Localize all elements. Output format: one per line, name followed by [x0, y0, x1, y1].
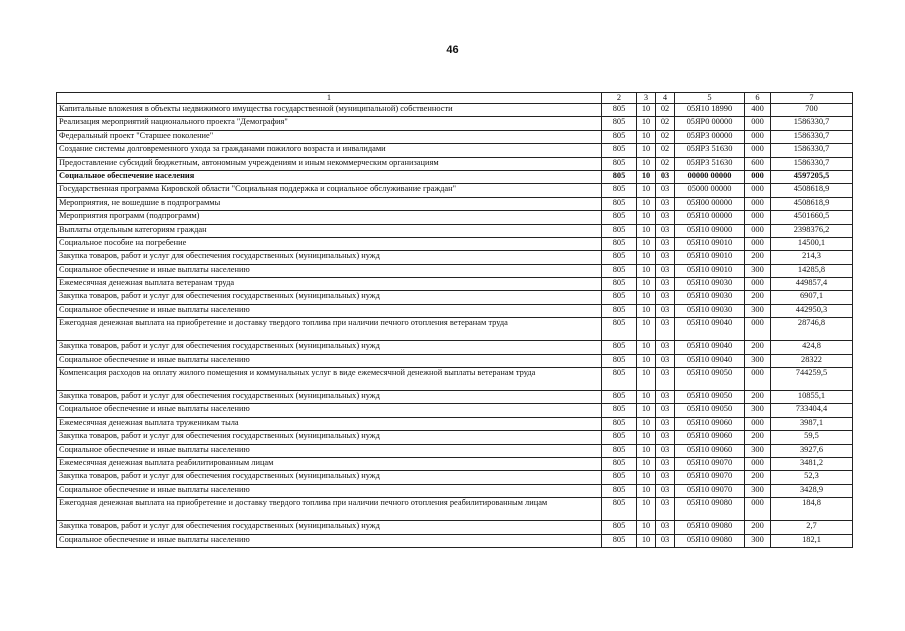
table-row [57, 341, 853, 354]
row-target-article-cell: 05Я10 09060 [675, 444, 745, 457]
table-row [57, 237, 853, 250]
table-row [57, 457, 853, 470]
table-row [57, 484, 853, 497]
row-amount-cell: 700 [771, 104, 853, 117]
row-amount-cell: 442950,3 [771, 304, 853, 317]
row-ministry-code-cell: 805 [602, 444, 637, 457]
row-ministry-code-cell: 805 [602, 417, 637, 430]
row-target-article-cell: 05Я10 09060 [675, 431, 745, 444]
row-ministry-code-cell: 805 [602, 391, 637, 404]
row-subsection-cell: 03 [656, 211, 675, 224]
row-subsection-cell: 03 [656, 431, 675, 444]
row-expense-type-cell: 000 [745, 130, 771, 143]
row-target-article-cell: 05Я10 09000 [675, 224, 745, 237]
row-expense-type-cell: 200 [745, 521, 771, 534]
row-subsection-cell: 03 [656, 278, 675, 291]
row-amount-cell: 733404,4 [771, 404, 853, 417]
row-amount-cell: 6907,1 [771, 291, 853, 304]
row-expense-type-cell: 600 [745, 157, 771, 170]
row-target-article-cell: 05Я10 09080 [675, 521, 745, 534]
row-expense-type-cell: 200 [745, 291, 771, 304]
row-subsection-cell: 03 [656, 184, 675, 197]
row-subsection-cell: 03 [656, 224, 675, 237]
table-row [57, 354, 853, 367]
row-name-cell: Федеральный проект "Старшее поколение" [57, 130, 602, 143]
row-expense-type-cell: 300 [745, 304, 771, 317]
row-ministry-code-cell: 805 [602, 431, 637, 444]
table-body [57, 104, 853, 548]
row-expense-type-cell: 000 [745, 318, 771, 341]
row-ministry-code-cell: 805 [602, 278, 637, 291]
row-name-cell: Выплаты отдельным категориям граждан [57, 224, 602, 237]
row-expense-type-cell: 200 [745, 341, 771, 354]
row-target-article-cell: 05Я10 09080 [675, 498, 745, 521]
row-name-cell: Ежемесячная денежная выплата труженикам тыла [57, 417, 602, 430]
row-target-article-cell: 05Я10 09030 [675, 291, 745, 304]
row-subsection-cell: 02 [656, 130, 675, 143]
row-amount-cell: 449857,4 [771, 278, 853, 291]
row-expense-type-cell: 300 [745, 404, 771, 417]
row-section-cell: 10 [637, 251, 656, 264]
row-subsection-cell: 03 [656, 417, 675, 430]
table-row [57, 104, 853, 117]
row-name-cell: Социальное обеспечение и иные выплаты населению [57, 444, 602, 457]
row-target-article-cell: 05Я10 09040 [675, 341, 745, 354]
row-amount-cell: 1586330,7 [771, 117, 853, 130]
row-target-article-cell: 05Я10 09030 [675, 278, 745, 291]
table-row [57, 130, 853, 143]
row-subsection-cell: 03 [656, 304, 675, 317]
row-target-article-cell: 05Я10 09010 [675, 264, 745, 277]
table-row [57, 251, 853, 264]
row-subsection-cell: 03 [656, 264, 675, 277]
row-subsection-cell: 03 [656, 534, 675, 547]
table-row [57, 197, 853, 210]
row-section-cell: 10 [637, 318, 656, 341]
column-header-6: 6 [745, 93, 771, 104]
row-target-article-cell: 05Я10 09070 [675, 484, 745, 497]
row-expense-type-cell: 200 [745, 251, 771, 264]
row-section-cell: 10 [637, 104, 656, 117]
row-name-cell: Закупка товаров, работ и услуг для обеспечения государственных (муниципальных) нужд [57, 431, 602, 444]
row-ministry-code-cell: 805 [602, 318, 637, 341]
row-name-cell: Ежегодная денежная выплата на приобретение и доставку твердого топлива при наличии печного отопления реабилитированным лицам [57, 498, 602, 521]
row-ministry-code-cell: 805 [602, 354, 637, 367]
row-target-article-cell: 05ЯР3 00000 [675, 130, 745, 143]
row-name-cell: Социальное обеспечение населения [57, 170, 602, 183]
table-row [57, 144, 853, 157]
row-section-cell: 10 [637, 341, 656, 354]
row-expense-type-cell: 000 [745, 224, 771, 237]
table-row [57, 444, 853, 457]
row-name-cell: Социальное обеспечение и иные выплаты населению [57, 264, 602, 277]
row-ministry-code-cell: 805 [602, 498, 637, 521]
row-ministry-code-cell: 805 [602, 291, 637, 304]
row-target-article-cell: 05000 00000 [675, 184, 745, 197]
row-target-article-cell: 05Я10 09040 [675, 318, 745, 341]
row-section-cell: 10 [637, 368, 656, 391]
row-target-article-cell: 05Я10 18990 [675, 104, 745, 117]
row-amount-cell: 14500,1 [771, 237, 853, 250]
table-row [57, 211, 853, 224]
row-amount-cell: 4508618,9 [771, 184, 853, 197]
row-section-cell: 10 [637, 130, 656, 143]
table-row [57, 170, 853, 183]
row-ministry-code-cell: 805 [602, 170, 637, 183]
row-section-cell: 10 [637, 144, 656, 157]
row-subsection-cell: 02 [656, 157, 675, 170]
table-row [57, 431, 853, 444]
page-number: 46 [446, 44, 459, 56]
row-ministry-code-cell: 805 [602, 251, 637, 264]
row-name-cell: Мероприятия, не вошедшие в подпрограммы [57, 197, 602, 210]
row-ministry-code-cell: 805 [602, 304, 637, 317]
row-subsection-cell: 03 [656, 251, 675, 264]
row-section-cell: 10 [637, 304, 656, 317]
table-row [57, 157, 853, 170]
row-expense-type-cell: 000 [745, 237, 771, 250]
row-amount-cell: 3987,1 [771, 417, 853, 430]
row-expense-type-cell: 000 [745, 417, 771, 430]
table-row [57, 318, 853, 341]
row-amount-cell: 10855,1 [771, 391, 853, 404]
row-ministry-code-cell: 805 [602, 404, 637, 417]
row-target-article-cell: 05Я10 09050 [675, 391, 745, 404]
row-ministry-code-cell: 805 [602, 484, 637, 497]
column-header-1: 1 [57, 93, 602, 104]
row-section-cell: 10 [637, 197, 656, 210]
row-name-cell: Закупка товаров, работ и услуг для обеспечения государственных (муниципальных) нужд [57, 251, 602, 264]
row-ministry-code-cell: 805 [602, 471, 637, 484]
row-name-cell: Ежемесячная денежная выплата реабилитированным лицам [57, 457, 602, 470]
table-row [57, 264, 853, 277]
row-section-cell: 10 [637, 471, 656, 484]
row-ministry-code-cell: 805 [602, 224, 637, 237]
row-section-cell: 10 [637, 184, 656, 197]
row-target-article-cell: 05Я10 00000 [675, 211, 745, 224]
row-section-cell: 10 [637, 211, 656, 224]
row-target-article-cell: 05Я10 09050 [675, 368, 745, 391]
row-name-cell: Социальное пособие на погребение [57, 237, 602, 250]
row-section-cell: 10 [637, 534, 656, 547]
row-name-cell: Мероприятия программ (подпрограмм) [57, 211, 602, 224]
row-name-cell: Социальное обеспечение и иные выплаты населению [57, 304, 602, 317]
row-name-cell: Закупка товаров, работ и услуг для обеспечения государственных (муниципальных) нужд [57, 291, 602, 304]
row-section-cell: 10 [637, 417, 656, 430]
row-section-cell: 10 [637, 354, 656, 367]
table-row [57, 404, 853, 417]
row-name-cell: Социальное обеспечение и иные выплаты населению [57, 484, 602, 497]
table-row [57, 278, 853, 291]
row-subsection-cell: 03 [656, 237, 675, 250]
row-target-article-cell: 05Я10 09070 [675, 457, 745, 470]
row-name-cell: Компенсация расходов на оплату жилого помещения и коммунальных услуг в виде ежемесячной денежной выплаты ветеранам труда [57, 368, 602, 391]
row-section-cell: 10 [637, 391, 656, 404]
row-amount-cell: 744259,5 [771, 368, 853, 391]
row-expense-type-cell: 300 [745, 444, 771, 457]
row-name-cell: Государственная программа Кировской области "Социальная поддержка и социальное обслуживание граждан" [57, 184, 602, 197]
row-subsection-cell: 03 [656, 391, 675, 404]
row-ministry-code-cell: 805 [602, 130, 637, 143]
row-section-cell: 10 [637, 170, 656, 183]
row-name-cell: Закупка товаров, работ и услуг для обеспечения государственных (муниципальных) нужд [57, 341, 602, 354]
row-name-cell: Ежемесячная денежная выплата ветеранам труда [57, 278, 602, 291]
table-row [57, 184, 853, 197]
row-subsection-cell: 03 [656, 341, 675, 354]
row-amount-cell: 424,8 [771, 341, 853, 354]
row-target-article-cell: 05ЯР3 51630 [675, 144, 745, 157]
row-expense-type-cell: 000 [745, 457, 771, 470]
row-amount-cell: 3428,9 [771, 484, 853, 497]
table-row [57, 368, 853, 391]
row-subsection-cell: 02 [656, 144, 675, 157]
row-subsection-cell: 03 [656, 471, 675, 484]
row-expense-type-cell: 000 [745, 117, 771, 130]
row-expense-type-cell: 200 [745, 471, 771, 484]
row-ministry-code-cell: 805 [602, 237, 637, 250]
row-ministry-code-cell: 805 [602, 264, 637, 277]
row-amount-cell: 214,3 [771, 251, 853, 264]
row-amount-cell: 1586330,7 [771, 130, 853, 143]
row-ministry-code-cell: 805 [602, 197, 637, 210]
row-section-cell: 10 [637, 117, 656, 130]
row-subsection-cell: 03 [656, 457, 675, 470]
row-expense-type-cell: 000 [745, 184, 771, 197]
row-target-article-cell: 05ЯР0 00000 [675, 117, 745, 130]
table-row [57, 471, 853, 484]
row-expense-type-cell: 300 [745, 354, 771, 367]
row-ministry-code-cell: 805 [602, 184, 637, 197]
row-subsection-cell: 03 [656, 291, 675, 304]
row-ministry-code-cell: 805 [602, 457, 637, 470]
row-subsection-cell: 03 [656, 197, 675, 210]
row-target-article-cell: 05Я10 09040 [675, 354, 745, 367]
table-row [57, 534, 853, 547]
row-subsection-cell: 03 [656, 354, 675, 367]
row-amount-cell: 2,7 [771, 521, 853, 534]
row-name-cell: Реализация мероприятий национального проекта "Демография" [57, 117, 602, 130]
row-ministry-code-cell: 805 [602, 144, 637, 157]
row-section-cell: 10 [637, 224, 656, 237]
column-header-7: 7 [771, 93, 853, 104]
row-section-cell: 10 [637, 291, 656, 304]
row-target-article-cell: 05Я00 00000 [675, 197, 745, 210]
row-name-cell: Закупка товаров, работ и услуг для обеспечения государственных (муниципальных) нужд [57, 521, 602, 534]
row-expense-type-cell: 000 [745, 144, 771, 157]
row-name-cell: Закупка товаров, работ и услуг для обеспечения государственных (муниципальных) нужд [57, 391, 602, 404]
row-subsection-cell: 03 [656, 368, 675, 391]
row-expense-type-cell: 300 [745, 534, 771, 547]
row-section-cell: 10 [637, 431, 656, 444]
column-header-5: 5 [675, 93, 745, 104]
row-ministry-code-cell: 805 [602, 117, 637, 130]
row-subsection-cell: 02 [656, 117, 675, 130]
row-expense-type-cell: 000 [745, 170, 771, 183]
header-row [57, 93, 853, 104]
table-row [57, 417, 853, 430]
row-ministry-code-cell: 805 [602, 104, 637, 117]
row-amount-cell: 28322 [771, 354, 853, 367]
row-target-article-cell: 05Я10 09030 [675, 304, 745, 317]
row-expense-type-cell: 000 [745, 211, 771, 224]
table-row [57, 291, 853, 304]
row-amount-cell: 4508618,9 [771, 197, 853, 210]
row-section-cell: 10 [637, 404, 656, 417]
row-ministry-code-cell: 805 [602, 341, 637, 354]
row-subsection-cell: 02 [656, 104, 675, 117]
row-target-article-cell: 05Я10 09010 [675, 251, 745, 264]
row-section-cell: 10 [637, 157, 656, 170]
column-header-3: 3 [637, 93, 656, 104]
row-name-cell: Социальное обеспечение и иные выплаты населению [57, 404, 602, 417]
row-amount-cell: 52,3 [771, 471, 853, 484]
row-target-article-cell: 00000 00000 [675, 170, 745, 183]
row-target-article-cell: 05Я10 09070 [675, 471, 745, 484]
row-section-cell: 10 [637, 457, 656, 470]
row-name-cell: Капитальные вложения в объекты недвижимого имущества государственной (муниципальной) собственности [57, 104, 602, 117]
column-header-4: 4 [656, 93, 675, 104]
row-amount-cell: 184,8 [771, 498, 853, 521]
row-name-cell: Ежегодная денежная выплата на приобретение и доставку твердого топлива при наличии печного отопления ветеранам труда [57, 318, 602, 341]
row-expense-type-cell: 200 [745, 431, 771, 444]
row-subsection-cell: 03 [656, 170, 675, 183]
row-expense-type-cell: 300 [745, 264, 771, 277]
row-amount-cell: 182,1 [771, 534, 853, 547]
row-expense-type-cell: 000 [745, 197, 771, 210]
table-row [57, 498, 853, 521]
row-expense-type-cell: 000 [745, 498, 771, 521]
row-amount-cell: 59,5 [771, 431, 853, 444]
row-subsection-cell: 03 [656, 318, 675, 341]
row-target-article-cell: 05Я10 09010 [675, 237, 745, 250]
row-amount-cell: 4501660,5 [771, 211, 853, 224]
row-amount-cell: 1586330,7 [771, 144, 853, 157]
row-ministry-code-cell: 805 [602, 521, 637, 534]
row-ministry-code-cell: 805 [602, 534, 637, 547]
row-name-cell: Создание системы долговременного ухода за гражданами пожилого возраста и инвалидами [57, 144, 602, 157]
row-ministry-code-cell: 805 [602, 211, 637, 224]
table-row [57, 521, 853, 534]
row-name-cell: Предоставление субсидий бюджетным, автономным учреждениям и иным некоммерческим организациям [57, 157, 602, 170]
row-amount-cell: 3481,2 [771, 457, 853, 470]
row-amount-cell: 1586330,7 [771, 157, 853, 170]
row-section-cell: 10 [637, 498, 656, 521]
row-section-cell: 10 [637, 444, 656, 457]
table-row [57, 304, 853, 317]
row-amount-cell: 3927,6 [771, 444, 853, 457]
row-expense-type-cell: 200 [745, 391, 771, 404]
row-subsection-cell: 03 [656, 521, 675, 534]
row-subsection-cell: 03 [656, 444, 675, 457]
budget-table [56, 92, 853, 548]
row-amount-cell: 14285,8 [771, 264, 853, 277]
row-expense-type-cell: 300 [745, 484, 771, 497]
row-section-cell: 10 [637, 237, 656, 250]
row-expense-type-cell: 000 [745, 278, 771, 291]
row-amount-cell: 28746,8 [771, 318, 853, 341]
row-section-cell: 10 [637, 278, 656, 291]
row-name-cell: Закупка товаров, работ и услуг для обеспечения государственных (муниципальных) нужд [57, 471, 602, 484]
row-section-cell: 10 [637, 264, 656, 277]
row-subsection-cell: 03 [656, 484, 675, 497]
row-expense-type-cell: 000 [745, 368, 771, 391]
row-target-article-cell: 05Я10 09050 [675, 404, 745, 417]
row-target-article-cell: 05Я10 09080 [675, 534, 745, 547]
table-row [57, 391, 853, 404]
row-name-cell: Социальное обеспечение и иные выплаты населению [57, 534, 602, 547]
row-section-cell: 10 [637, 484, 656, 497]
row-target-article-cell: 05ЯР3 51630 [675, 157, 745, 170]
row-subsection-cell: 03 [656, 404, 675, 417]
row-ministry-code-cell: 805 [602, 157, 637, 170]
table-row [57, 224, 853, 237]
row-section-cell: 10 [637, 521, 656, 534]
row-amount-cell: 2398376,2 [771, 224, 853, 237]
row-expense-type-cell: 400 [745, 104, 771, 117]
table-row [57, 117, 853, 130]
row-amount-cell: 4597205,5 [771, 170, 853, 183]
row-ministry-code-cell: 805 [602, 368, 637, 391]
row-target-article-cell: 05Я10 09060 [675, 417, 745, 430]
row-subsection-cell: 03 [656, 498, 675, 521]
column-header-2: 2 [602, 93, 637, 104]
row-name-cell: Социальное обеспечение и иные выплаты населению [57, 354, 602, 367]
